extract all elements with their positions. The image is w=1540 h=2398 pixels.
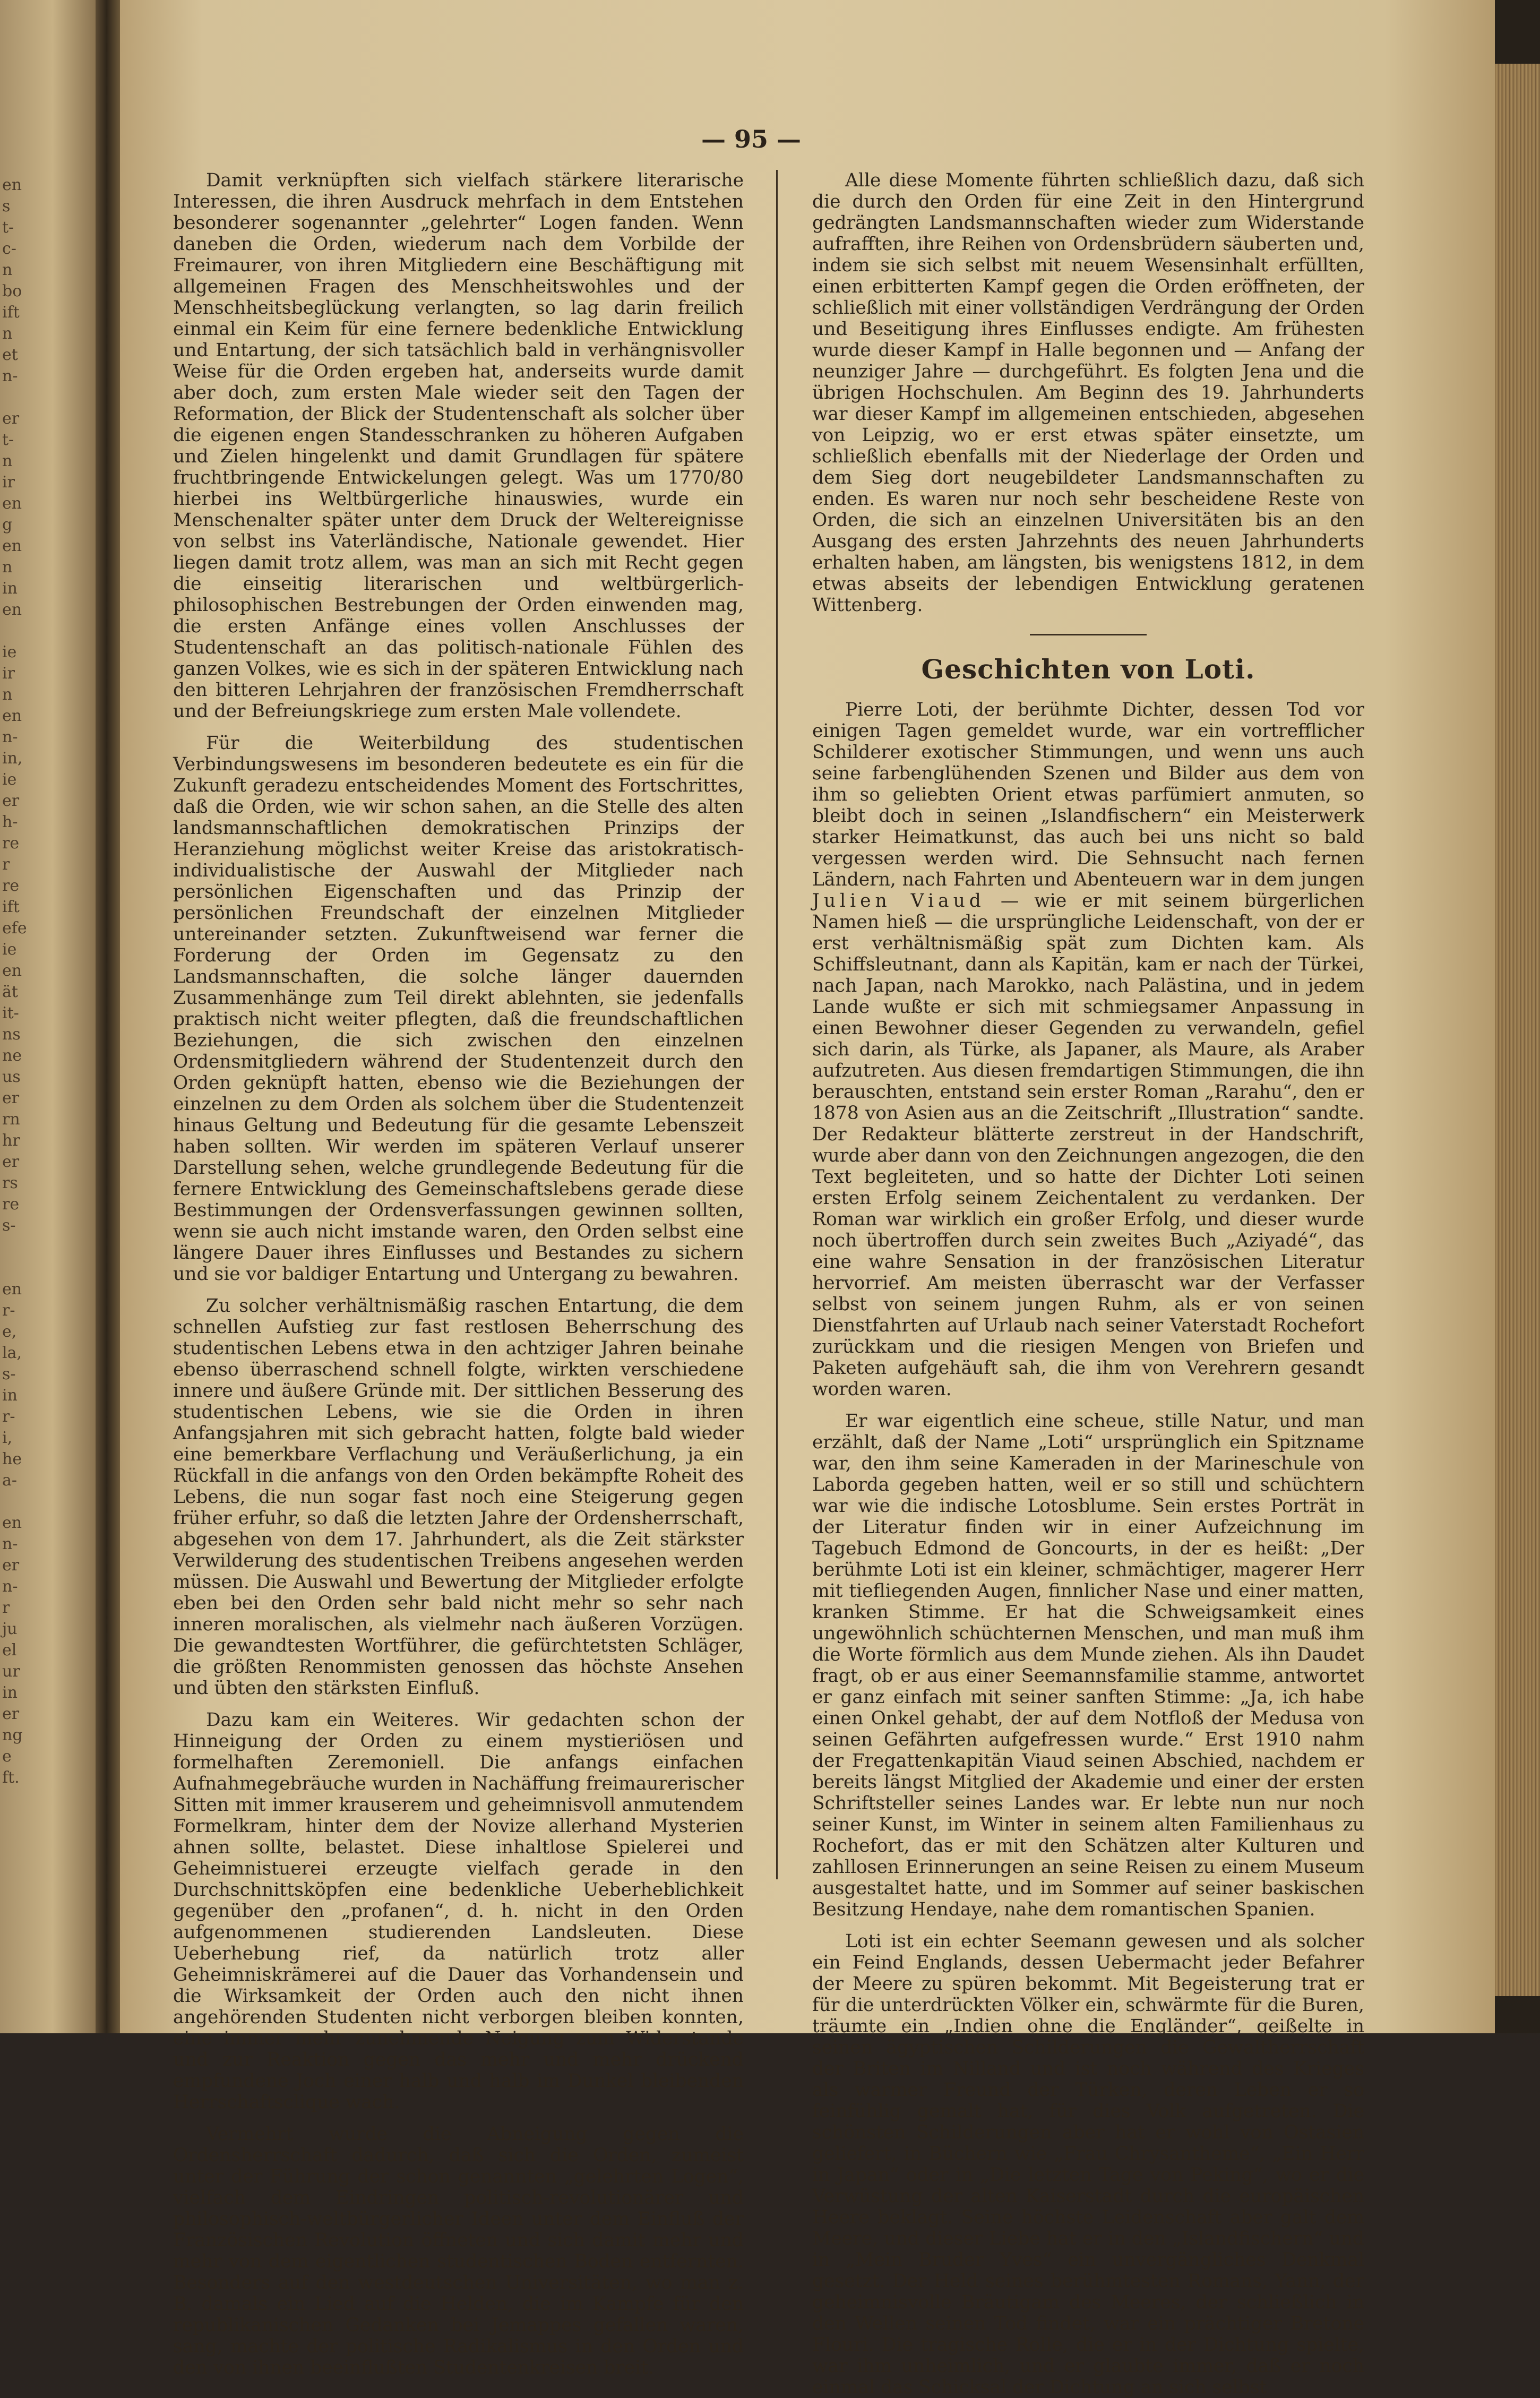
left-page-text-fragment: c-	[2, 239, 16, 258]
left-page-text-fragment: e	[2, 1747, 12, 1766]
paragraph: Loti ist ein echter Seemann gewesen und als solcher ein Feind Englands, dessen Uebermacht jeder Befahrer der Meere zu spüren bekommt. Mit Begeisterung trat er für die unterdrückten Völker ein, schwärmte für die Buren, träumte ein „Indien ohne die Engländer“, geißelte in seinen ägyptischen Schilderungen die Gewaltherrschaft der Briten im Nilland und ist noch während des Krieges als warmer Freund der Türken, deren Leben er so feinfühlig gemalt hat, für dies Volk aufgetreten. Die schönsten Schilderungen aber hat er wohl von Ostasien geliefert, in Büchern wie „Frau Chrysantheme“, „Ein Herr in Japan“ oder in „Die letzten Tage von Peking“, wo er die Verwüstung der alten Kaiserstadt durch die europäischen Heere beklagt. Seine höchste Leidenschaft aber galt dem Meere, und dieser Liebe hat er in den „Islandfischern“ und in „Mein Bruder Yves“ ein unvergängliches Denkmal gesetzt. Der Held seines berühmtesten Romans, Yann, der geheimnisvolle Bräutigam des Meeres, der schließlich in den Wellen seinen Tod findet, war ein prächtiger Bretone Flouri. Die tragische Rolle, die er in der Dichtung spielte, war ihm unheimlich, und er glaubte immer, daß er noch einmal das Schicksal der Dichtung an sich selbst	[812, 1931, 1364, 2398]
left-page-text-fragment: ät	[2, 983, 18, 1001]
left-page-text-fragment: r-	[2, 1407, 15, 1426]
left-page-text-fragment: ne	[2, 1046, 22, 1065]
left-page-text-fragment: us	[2, 1068, 21, 1086]
left-page-text-fragment: en	[2, 176, 22, 194]
left-page-text-fragment: ju	[2, 1620, 18, 1638]
left-page-text-fragment: r	[2, 1598, 10, 1617]
left-page-text-fragment: en	[2, 1280, 22, 1299]
left-page-text-fragment: er	[2, 1153, 20, 1171]
left-page-text-fragment: er	[2, 792, 20, 810]
left-page-text-fragment: re	[2, 1195, 20, 1214]
left-page-text-fragment: n-	[2, 1577, 18, 1596]
left-page-text-fragment: ng	[2, 1726, 23, 1744]
left-page-text-fragment: n-	[2, 367, 18, 385]
page-stack-edge	[1495, 64, 1540, 1996]
left-page-text-fragment: er	[2, 1705, 20, 1723]
left-page-text-fragment: ir	[2, 664, 15, 683]
left-page-text-fragment: ie	[2, 643, 17, 661]
left-page-text-fragment: n	[2, 261, 13, 279]
left-page-text-fragment: re	[2, 876, 20, 895]
left-page-text-fragment: et	[2, 346, 18, 364]
left-page-text-fragment: r-	[2, 1301, 15, 1320]
left-page-text-fragment: rn	[2, 1110, 20, 1129]
left-page-text-fragment: ns	[2, 1025, 21, 1044]
left-page-text-fragment: en	[2, 1514, 22, 1532]
paragraph: Alle diese Momente führten schließlich dazu, daß sich die durch den Orden für eine Zeit in den Hintergrund gedrängten Landsmannschaften wieder zum Widerstande aufrafften, ihre Reihen von Ordensbrüdern säuberten und, indem sie sich selbst mit neuem Wesensinhalt erfüllten, einen erbitterten Kampf gegen die Orden eröffneten, der schließlich mit einer vollständigen Verdrängung der Orden und Beseitigung ihres Einflusses endigte. Am frühesten wurde dieser Kampf in Halle begonnen und — Anfang der neunziger Jahre — durchgeführt. Es folgten Jena und die übrigen Hochschulen. Am Beginn des 19. Jahrhunderts war dieser Kampf im allgemeinen entschieden, abgesehen von Leipzig, wo er erst etwas später einsetzte, um schließlich ebenfalls mit der Niederlage der Orden und dem Sieg dort neugebildeter Landsmannschaften zu enden. Es waren nur noch sehr bescheidene Reste von Orden, die sich an einzelnen Universitäten bis an den Ausgang des ersten Jahrzehnts des neuen Jahrhunderts erhalten haben, am längsten, bis wenigstens 1812, in dem etwas abseits der lebendigen Entwicklung geratenen Wittenberg.	[812, 170, 1364, 616]
text-run: Pierre Loti, der berühmte Dichter, dessen Tod vor einigen Tagen gemeldet wurde, war ein vortrefflicher Schilderer exotischer Stimmungen, und wenn uns auch seine farbenglühenden Szenen und Bilder aus dem von ihm so geliebten Orient etwas parfümiert anmuten, so bleibt doch in seinen „Islandfischern“ ein Meisterwerk starker Heimatkunst, das auch bei uns nicht so bald vergessen werden wird. Die Sehnsucht nach fernen Ländern, nach Fahrten und Abenteuern war in dem jungen	[812, 699, 1364, 890]
left-page-text-fragment: en	[2, 600, 22, 619]
left-page-text-fragment: i,	[2, 1429, 13, 1447]
left-page-text-fragment: r	[2, 855, 10, 874]
left-page-text-fragment: h-	[2, 813, 18, 831]
left-page-text-fragment: ift	[2, 303, 20, 322]
left-page-text-fragment: in,	[2, 749, 23, 768]
book-gutter	[96, 0, 120, 2033]
left-page-text-fragment: efe	[2, 919, 27, 938]
left-page-text-fragment: n-	[2, 1535, 18, 1553]
left-page-text-fragment: ie	[2, 940, 17, 959]
left-page-text-fragment: bo	[2, 282, 22, 300]
left-page-text-fragment: ur	[2, 1662, 20, 1681]
left-page-text-fragment: in	[2, 1386, 18, 1405]
left-page-text-fragment: er	[2, 409, 20, 428]
paragraph: Damit verknüpften sich vielfach stärkere literarische Interessen, die ihren Ausdruck mehrfach in dem Entstehen besonderer sogenannter „gelehrter“ Logen fanden. Wenn daneben die Orden, wiederum nach dem Vorbilde der Freimaurer, von ihren Mitgliedern eine Beschäftigung mit allgemeinen Fragen des Menschheitswohles und der Menschheitsbeglückung verlangten, so lag darin freilich einmal ein Keim für eine fernere bedenkliche Entwicklung und Entartung, der sich tatsächlich bald in verhängnisvoller Weise für die Orden ergeben hat, anderseits wurde damit aber doch, zum ersten Male wieder seit den Tagen der Reformation, der Blick der Studentenschaft als solcher über die eigenen engen Standesschranken zu höheren Aufgaben und Zielen hingelenkt und damit Grundlagen für spätere fruchtbringende Entwickelungen gelegt. Was um 1770/80 hierbei ins Weltbürgerliche hinauswies, wurde ein Menschenalter später unter dem Druck der Weltereignisse von selbst ins Vaterländische, Nationale gewendet. Hier liegen damit trotz allem, was man an sich mit Recht gegen die einseitig literarischen und weltbürgerlich-philosophischen Bestrebungen der Orden einwenden mag, die ersten Anfänge eines vollen Anschlusses der Studentenschaft an das politisch-nationale Fühlen des ganzen Volkes, wie es sich in der späteren Entwicklung nach den bitteren Lehrjahren der französischen Fremdherrschaft und der Befreiungskriege zum ersten Male vollendete.	[173, 170, 744, 722]
left-column	[173, 170, 744, 2378]
left-page-text-fragment: ir	[2, 473, 15, 492]
left-page-text-fragment: it-	[2, 1004, 19, 1022]
left-page-text-fragment: en	[2, 707, 22, 725]
left-page-text-fragment: er	[2, 1556, 20, 1575]
left-page-text-fragment: t-	[2, 431, 14, 449]
left-page-text-fragment: n	[2, 558, 13, 577]
left-page-text-fragment: e,	[2, 1322, 17, 1341]
left-page-text-fragment: en	[2, 537, 22, 555]
left-page-text-fragment: rs	[2, 1174, 18, 1192]
left-page-text-fragment: n	[2, 685, 13, 704]
left-page-text-fragment: in	[2, 579, 18, 598]
section-separator	[1030, 634, 1147, 635]
left-page-text-fragment: ft.	[2, 1768, 20, 1787]
left-page-text-fragment: n	[2, 452, 13, 470]
section-title: Geschichten von Loti.	[921, 654, 1255, 685]
left-page-text-fragment: el	[2, 1641, 17, 1660]
left-page-text-fragment: he	[2, 1450, 22, 1468]
left-page-text-fragment: en	[2, 494, 22, 513]
left-page-text-fragment: en	[2, 961, 22, 980]
paragraph: Vermehrt wurde die Abneigung gegen die Ordensherrschaft dadurch, daß sich die Orden, zumeist unter der Führung der schon genannten „gelehrten Logen“, vielfach dem Eindringen politisch-revolutionärer und philosophisch-weltbürgerlicher Ideen unter dem Einfluß der Französischen Revolution öffneten und sich damit mehr und mehr von dem eigentlichen studentischen Boden entfernten. Besonders auf den westdeutschen Universitäten, wo man z. B. damals ein Lied auf die Helden, die im Kampfe für den republikanischen Gedanken bei Jemappes gefallen waren, sang, machte der politische Radikalismus in den Orden und den von ihnen beeinflußten Studentenkreisen breit.	[173, 2124, 744, 2378]
paragraph: Zu solcher verhältnismäßig raschen Entartung, die dem schnellen Aufstieg zur fast restlosen Beherrschung des studentischen Lebens etwa in den achtziger Jahren beinahe ebenso überraschend schnell folgte, wirkten verschiedene innere und äußere Gründe mit. Der sittlichen Besserung des studentischen Lebens, wie sie die Orden in ihren Anfangsjahren mit sich gebracht hatten, folgte bald wieder eine bemerkbare Verflachung und Veräußerlichung, ja ein Rückfall in die anfangs von den Orden bekämpfte Roheit des Lebens, die nun sogar fast noch eine Steigerung gegen früher erfuhr, so daß die letzten Jahre der Ordensherrschaft, abgesehen von dem 17. Jahrhundert, als die Zeit stärkster Verwilderung des studentischen Treibens angesehen werden müssen. Die Auswahl und Bewertung der Mitglieder erfolgte eben bei den Orden sehr bald nicht mehr so sehr nach inneren moralischen, als vielmehr nach äußeren Vorzügen. Die gewandtesten Wortführer, die gefürchtetsten Schläger, die größten Renommisten genossen das höchste Ansehen und übten den stärksten Einfluß.	[173, 1295, 744, 1699]
left-page-text-fragment: n-	[2, 728, 18, 746]
left-page-text-fragment: ie	[2, 770, 17, 789]
left-page-text-fragment: ift	[2, 898, 20, 916]
column-divider	[776, 170, 778, 1879]
left-page-text-fragment: n	[2, 324, 13, 343]
left-page-text-fragment: hr	[2, 1131, 20, 1150]
paragraph: Für die Weiterbildung des studentischen Verbindungswesens im besonderen bedeutete es ein für die Zukunft geradezu entscheidendes Moment des Fortschrittes, daß die Orden, wie wir schon sahen, an die Stelle des alten landsmannschaftlichen demokratischen Prinzips der Heranziehung möglichst weiter Kreise das aristokratisch-individualistische der Auswahl der Mitglieder nach persönlichen Eigenschaften und das Prinzip der persönlichen Freundschaft der einzelnen Mitglieder untereinander setzten. Zukunftweisend war ferner die Forderung der Orden im Gegensatz zu den Landsmannschaften, die solche länger dauernden Zusammenhänge zum Teil direkt ablehnten, sie jedenfalls praktisch nicht weiter pflegten, daß die freundschaftlichen Beziehungen, die sich zwischen den einzelnen Ordensmitgliedern während der Studentenzeit durch den Orden geknüpft hatten, ebenso wie die Beziehungen der einzelnen zu dem Orden als solchem über die Studentenzeit hinaus Geltung und Bedeutung für die gesamte Lebenszeit haben sollten. Wir werden im späteren Verlauf unserer Darstellung sehen, welche grundlegende Bedeutung für die fernere Entwicklung des Gemeinschaftslebens gerade diese Bestimmungen der Ordensverfassungen gewinnen sollten, wenn sie auch nicht imstande waren, den Orden selbst eine längere Dauer ihres Einflusses und Bestandes zu sichern und sie vor baldiger Entartung und Untergang zu bewahren.	[173, 733, 744, 1285]
right-column	[812, 170, 1364, 2398]
left-page-text-fragment: la,	[2, 1344, 22, 1362]
paragraph: Dazu kam ein Weiteres. Wir gedachten schon der Hinneigung der Orden zu einem mystieriösen und formelhaften Zeremoniell. Die anfangs einfachen Aufnahmegebräuche wurden in Nachäffung freimaurerischer Sitten mit immer krauserem und geheimnisvoll anmutendem Formelkram, hinter dem der Novize allerhand Mysterien ahnen sollte, belastet. Diese inhaltlose Spielerei und Geheimnistuerei erzeugte vielfach gerade in den Durchschnittsköpfen eine bedenkliche Ueberheblichkeit gegenüber den „profanen“, d. h. nicht in den Orden aufgenommenen studierenden Landsleuten. Diese Ueberhebung rief, da natürlich trotz aller Geheimniskrämerei auf die Dauer das Vorhandensein und die Wirksamkeit der Orden auch den nicht ihnen angehörenden Studenten nicht verborgen bleiben konnten, eine immer mehr zunehmende Neigung zum Widerstande und zur Reaktion gegen das mehr und mehr drückend empfundene Joch einer halb und halb im Dunkel bleibenden Herrschaftsclique wach.	[173, 1709, 744, 2113]
page-number: — 95 —	[701, 125, 802, 153]
left-page-text-fragment: t-	[2, 218, 14, 237]
paragraph: Er war eigentlich eine scheue, stille Natur, und man erzählt, daß der Name „Loti“ ursprünglich ein Spitzname war, den ihm seine Kameraden in der Marineschule von Laborda gegeben hatten, weil er so still und schüchtern war wie die indische Lotosblume. Sein erstes Porträt in der Literatur finden wir in einer Aufzeichnung im Tagebuch Edmond de Goncourts, in der es heißt: „Der berühmte Loti ist ein kleiner, schmächtiger, magerer Herr mit tiefliegenden Augen, finnlicher Nase und einer matten, kranken Stimme. Er hat die Schweigsamkeit eines ungewöhnlich schüchternen Menschen, und man muß ihm die Worte förmlich aus dem Munde ziehen. Als ihn Daudet fragt, ob er aus einer Seemannsfamilie stamme, antwortet er ganz einfach mit seiner sanften Stimme: „Ja, ich habe einen Onkel gehabt, der auf dem Notfloß der Medusa von seinen Gefährten aufgefressen wurde.“ Erst 1910 nahm der Fregattenkapitän Viaud seinen Abschied, nachdem er bereits längst Mitglied der Akademie und einer der ersten Schriftsteller seines Landes war. Er lebte nun nur noch seiner Kunst, im Winter in seinem alten Familienhaus zu Rochefort, das er mit den Schätzen alter Kulturen und zahllosen Erinnerungen an seine Reisen zu einem Museum ausgestaltet hatte, und im Sommer auf seiner baskischen Besitzung Hendaye, nahe dem romantischen Spanien.	[812, 1411, 1364, 1920]
text-run: — wie er mit seinem bürgerlichen Namen hieß — die ursprüngliche Leidenschaft, von der er erst verhältnismäßig spät zum Dichten kam. Als Schiffsleutnant, dann als Kapitän, kam er nach der Türkei, nach Japan, nach Marokko, nach Palästina, und in jedem Lande wußte er sich mit schmiegsamer Anpassung in einen Bewohner dieser Gegenden zu verwandeln, gefiel sich darin, als Türke, als Japaner, als Maure, als Araber aufzutreten. Aus diesen fremdartigen Stimmungen, die ihn berauschten, entstand sein erster Roman „Rarahu“, den er 1878 von Asien aus an die Zeitschrift „Illustration“ sandte. Der Redakteur blätterte zerstreut in der Handschrift, wurde aber dann von den Zeichnungen angezogen, die den Text begleiteten, und so hatte der Dichter Loti seinen ersten Erfolg seinem Zeichentalent zu verdanken. Der Roman war wirklich ein großer Erfolg, und dieser wurde noch übertroffen durch sein zweites Buch „Aziyadé“, das eine wahre Sensation in der französischen Literatur hervorrief. Am meisten überrascht war der Verfasser selbst von seinem jungen Ruhm, als er von seinen Dienstfahrten auf Urlaub nach seiner Vaterstadt Rochefort zurückkam und die riesigen Mengen von Briefen und Paketen aufgehäuft sah, die ihm von Verehrern gesandt worden waren.	[812, 890, 1364, 1400]
left-page-text-fragment: in	[2, 1683, 18, 1702]
left-page-text-fragment: g	[2, 515, 13, 534]
spaced-name: Julien Viaud	[812, 890, 985, 912]
left-page-text-fragment: er	[2, 1089, 20, 1107]
left-page-text-fragment: a-	[2, 1471, 18, 1490]
left-page-text-fragment: s	[2, 197, 11, 216]
left-page-edge	[0, 0, 96, 2033]
left-page-text-fragment: s-	[2, 1365, 16, 1383]
left-page-text-fragment: re	[2, 834, 20, 853]
left-page-text-fragment: s-	[2, 1216, 16, 1235]
paragraph	[812, 699, 1364, 1400]
